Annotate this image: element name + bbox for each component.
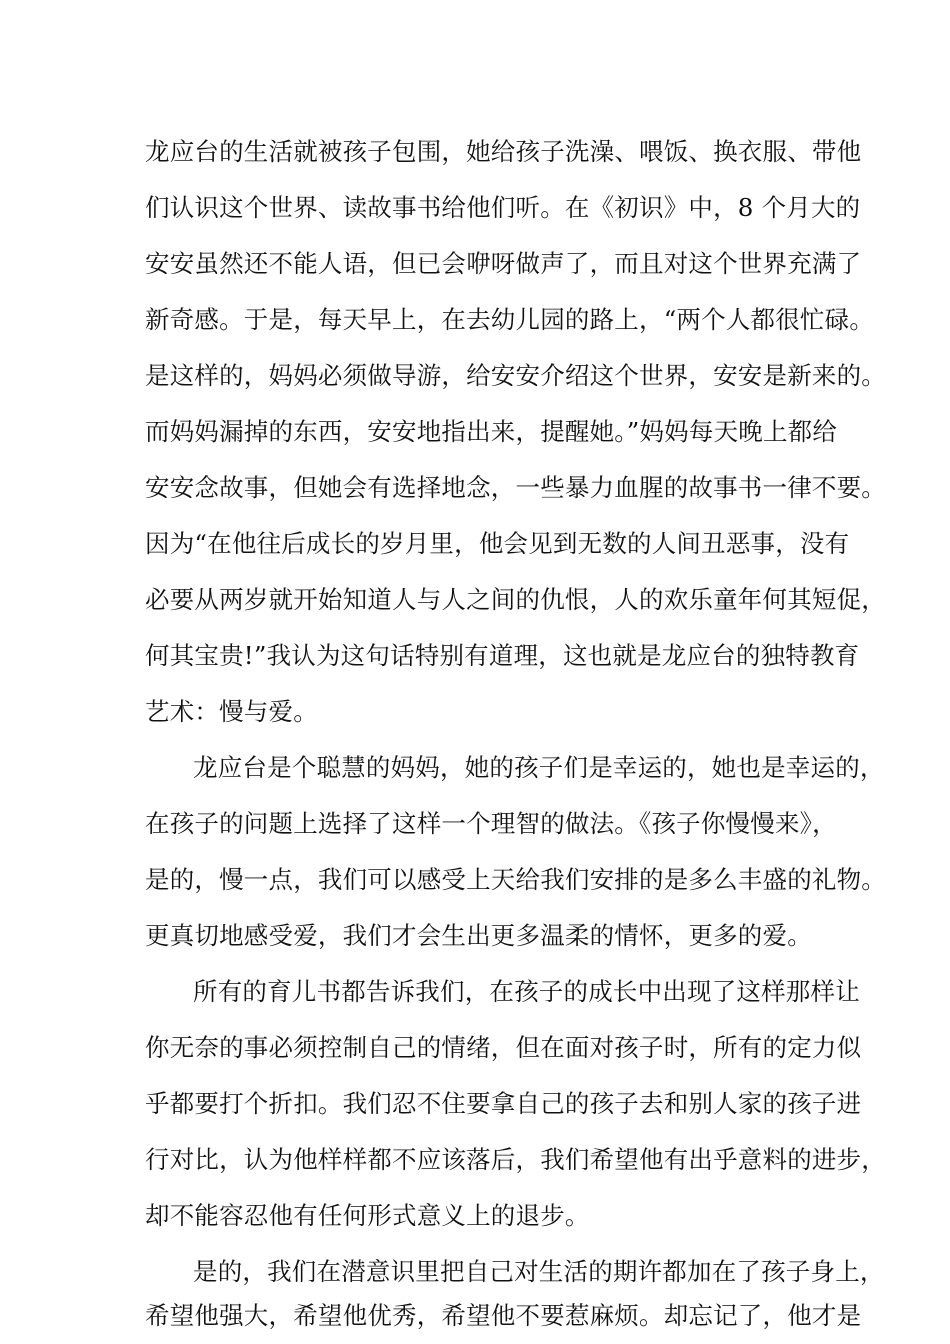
paragraph-line: 龙应台的生活就被孩子包围，她给孩子洗澡、喂饭、换衣服、带他 <box>145 137 862 166</box>
paragraph-line: 何其宝贵!”我认为这句话特别有道理，这也就是龙应台的独特教育 <box>145 641 860 670</box>
paragraph-line: 希望他强大，希望他优秀，希望他不要惹麻烦。却忘记了，他才是 <box>145 1301 862 1330</box>
paragraph-line: 是的，我们在潜意识里把自己对生活的期许都加在了孩子身上， <box>193 1257 885 1286</box>
paragraph-line: 却不能容忍他有任何形式意义上的退步。 <box>145 1201 590 1230</box>
paragraph-line: 而妈妈漏掉的东西，安安地指出来，提醒她。”妈妈每天晚上都给 <box>145 417 838 446</box>
paragraph-line: 安安念故事，但她会有选择地念，一些暴力血腥的故事书一律不要。 <box>145 473 886 502</box>
paragraph-line: 所有的育儿书都告诉我们，在孩子的成长中出现了这样那样让 <box>193 977 860 1006</box>
paragraph-line: 龙应台是个聪慧的妈妈，她的孩子们是幸运的，她也是幸运的， <box>193 753 885 782</box>
paragraph-line: 安安虽然还不能人语，但已会咿呀做声了，而且对这个世界充满了 <box>145 249 862 278</box>
paragraph-line: 因为“在他往后成长的岁月里，他会见到无数的人间丑恶事，没有 <box>145 529 850 558</box>
paragraph-line: 们认识这个世界、读故事书给他们听。在《初识》中，8 个月大的 <box>145 193 861 222</box>
paragraph-line: 是的，慢一点，我们可以感受上天给我们安排的是多么丰盛的礼物。 <box>145 865 886 894</box>
paragraph-line: 更真切地感受爱，我们才会生出更多温柔的情怀，更多的爱。 <box>145 921 812 950</box>
paragraph-line: 你无奈的事必须控制自己的情绪，但在面对孩子时，所有的定力似 <box>145 1033 862 1062</box>
paragraph-line: 必要从两岁就开始知道人与人之间的仇恨，人的欢乐童年何其短促， <box>145 585 886 614</box>
paragraph-line: 是这样的，妈妈必须做导游，给安安介绍这个世界，安安是新来的。 <box>145 361 886 390</box>
paragraph-line: 在孩子的问题上选择了这样一个理智的做法。《孩子你慢慢来》， <box>145 809 837 838</box>
paragraph-line: 艺术：慢与爱。 <box>145 697 318 726</box>
paragraph-line: 行对比，认为他样样都不应该落后，我们希望他有出乎意料的进步， <box>145 1145 886 1174</box>
paragraph-line: 新奇感。于是，每天早上，在去幼儿园的路上，“两个人都很忙碌。 <box>145 305 875 334</box>
paragraph-line: 乎都要打个折扣。我们忍不住要拿自己的孩子去和别人家的孩子进 <box>145 1089 862 1118</box>
